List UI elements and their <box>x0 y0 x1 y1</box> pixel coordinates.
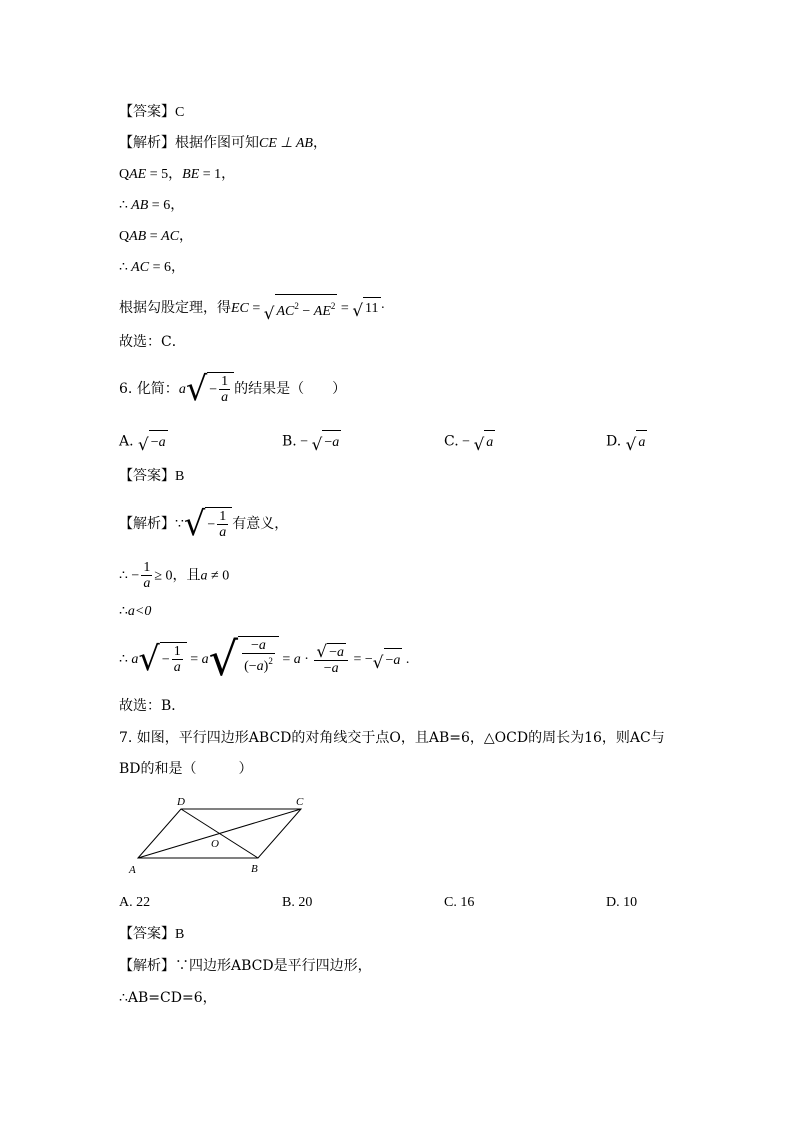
therefore-symbol: ∴ <box>119 260 128 275</box>
q6-option-d[interactable]: D. √ a <box>606 430 647 453</box>
answer-value: B <box>175 469 185 484</box>
label-d: D <box>177 796 185 808</box>
ab-value: 6 <box>163 198 171 213</box>
question-number: 6. <box>119 380 133 397</box>
q7-stem-line2: BD的和是（ ） <box>119 761 253 777</box>
answer-value: B <box>175 927 185 942</box>
analysis-tag: 【解析】 <box>119 958 175 974</box>
q6-derivation-line: ∴ a √ − $\frac{1}{a}$ = a √ $\frac{-a}{(-a)^2}$ = a · √ −a −a = − √ −a . <box>119 632 410 686</box>
therefore-symbol: ∴ <box>119 198 128 213</box>
q5-ac-line: ∴ AC = 6， <box>119 259 185 275</box>
question-stem: 化简： <box>136 380 179 397</box>
since-symbol: ∵ <box>175 516 184 532</box>
ae-value: 5 <box>161 167 169 182</box>
q7-stem-line1: 7. 如图，平行四边形ABCD的对角线交于点O，且AB=6，△OCD的周长为16，则AC与 <box>119 730 665 746</box>
q6-option-a[interactable]: A. √ −a <box>119 430 168 453</box>
pythag-text: 根据勾股定理，得 <box>119 300 231 316</box>
q5-conclusion: 故选：C． <box>119 334 186 350</box>
q7-analysis-line <box>119 956 372 976</box>
answer-value: C <box>175 105 185 120</box>
therefore-symbol: ∴ <box>119 604 128 619</box>
q7-analysis-line2: ∴AB=CD=6， <box>119 990 217 1006</box>
q5-pythag-line: 根据勾股定理，得EC = √ $AC^2 - AE^2$ = √ 11 · <box>119 294 385 322</box>
sqrt-expression: √ $AC^2 - AE^2$ <box>264 294 338 322</box>
answer-tag: 【答案】 <box>119 104 175 120</box>
math-perp: CE ⊥ AB <box>259 136 313 151</box>
analysis-tag: 【解析】 <box>119 515 175 532</box>
q6-analysis-line: 【解析】∵ √ − $\frac{1}{a}$ 有意义， <box>119 504 289 543</box>
q6-option-c[interactable]: C. − √ a <box>444 430 495 453</box>
question-stem-end: 的结果是（ ） <box>234 380 347 397</box>
label-b: B <box>251 863 258 875</box>
analysis-text: ∵四边形ABCD是平行四边形， <box>175 958 372 974</box>
q6-ineq-line: ∴ − $\frac{1}{a}$ ≥ 0，且a ≠ 0 <box>119 560 230 591</box>
and-text: ，且 <box>172 567 201 584</box>
analysis-tag: 【解析】 <box>119 135 175 151</box>
q5-answer-line <box>119 102 184 123</box>
therefore-symbol: ∴ <box>119 568 128 584</box>
q7-answer-line <box>119 924 184 945</box>
q6-answer-line <box>119 466 184 487</box>
label-o: O <box>211 838 219 850</box>
q6-conclusion: 故选：B． <box>119 698 186 714</box>
q6-stem: 6. 化简：a √ − $\frac{1}{a}$ 的结果是（ ） <box>119 369 347 408</box>
ac-value: 6 <box>163 260 171 275</box>
q7-option-a[interactable]: A. 22 <box>119 895 151 910</box>
analysis-text: 根据作图可知 <box>175 135 259 151</box>
meaningful-text: 有意义， <box>232 515 289 532</box>
answer-tag: 【答案】 <box>119 926 175 942</box>
label-a: A <box>129 864 136 876</box>
q5-ab-line: ∴ AB = 6， <box>119 197 185 213</box>
therefore-symbol: ∴ <box>119 652 128 668</box>
q6-neg-line: ∴a<0 <box>119 604 152 619</box>
answer-tag: 【答案】 <box>119 468 175 484</box>
q5-ab-ac-line: QAB = AC， <box>119 228 194 244</box>
q7-option-d[interactable]: D. 10 <box>606 895 638 910</box>
parallelogram-figure <box>125 790 325 880</box>
since-symbol: Q <box>119 229 130 244</box>
q7-option-b[interactable]: B. 20 <box>282 895 313 910</box>
q5-given-line: QAE = 5，BE = 1， <box>119 166 236 182</box>
q6-option-b[interactable]: B. − √ −a <box>282 430 341 453</box>
q7-option-c[interactable]: C. 16 <box>444 895 475 910</box>
label-c: C <box>296 796 304 808</box>
sqrt-result: √ 11 <box>352 297 380 319</box>
be-value: 1 <box>214 167 222 182</box>
sqrt-fraction: √ − $\frac{1}{a}$ <box>186 372 234 406</box>
q5-analysis-line: 【解析】根据作图可知CE ⊥ AB， <box>119 135 327 151</box>
diagonal-bd <box>181 809 258 858</box>
since-symbol: Q <box>119 167 130 182</box>
